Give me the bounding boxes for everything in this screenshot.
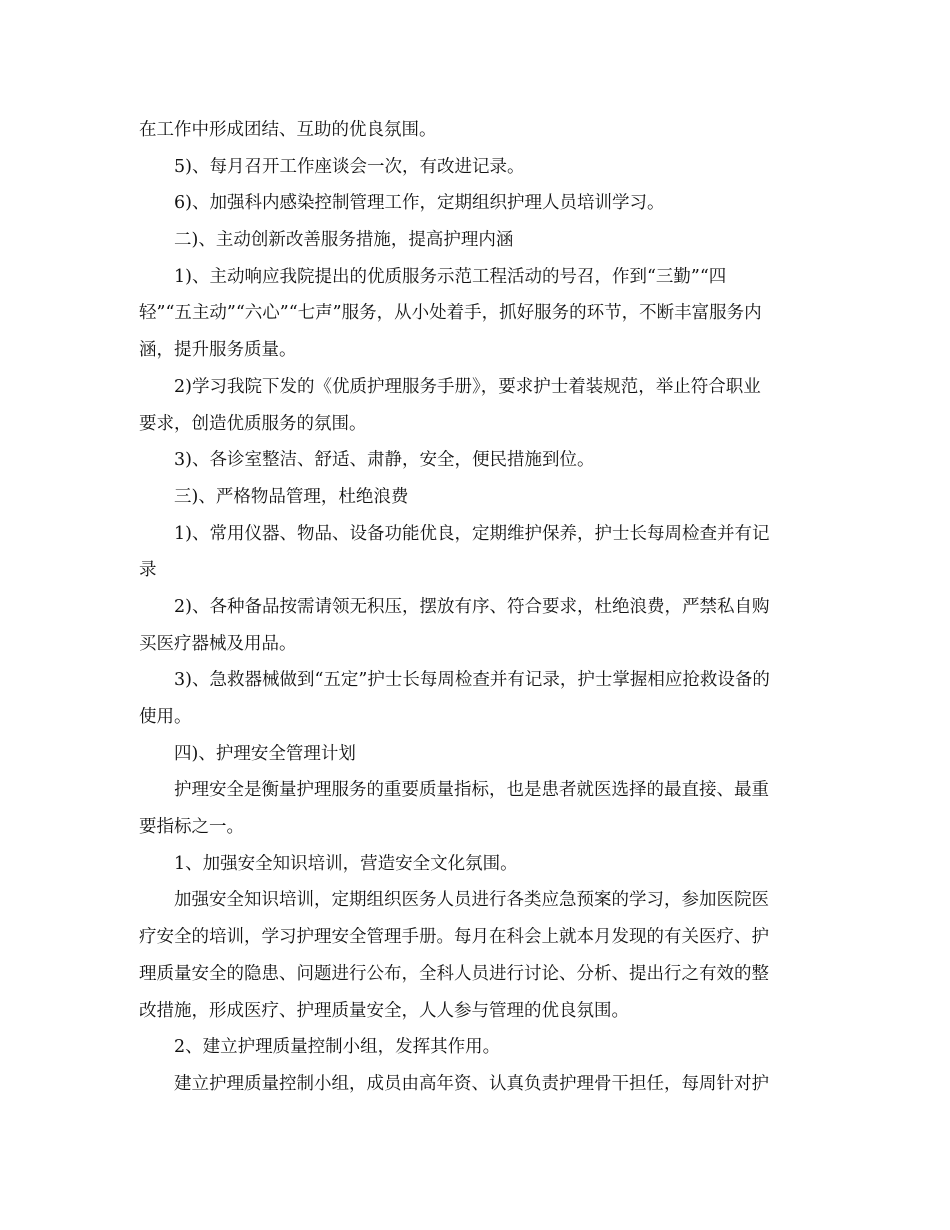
text-line: 录 [139,560,157,581]
document-body [139,112,811,1103]
text-line: 要求，创造优质服务的氛围。 [139,413,367,434]
text-line: 加强安全知识培训，定期组织医务人员进行各类应急预案的学习，参加医院医 [174,890,769,911]
text-line: 1、加强安全知识培训，营造安全文化氛围。 [174,853,518,874]
text-line: 理质量安全的隐患、问题进行公布，全科人员进行讨论、分析、提出行之有效的整 [139,963,769,984]
text-line: 6)、加强科内感染控制管理工作，定期组织护理人员培训学习。 [174,193,665,214]
text-line: 5)、每月召开工作座谈会一次，有改进记录。 [174,156,525,177]
text-line: 护理安全是衡量护理服务的重要质量指标，也是患者就医选择的最直接、最重 [174,780,769,801]
text-line: 涵，提升服务质量。 [139,340,297,361]
text-line: 2、建立护理质量控制小组，发挥其作用。 [174,1037,501,1058]
text-line: 二)、主动创新改善服务措施，提高护理内涵 [174,230,514,251]
text-line: 2)学习我院下发的《优质护理服务手册》，要求护士着装规范，举止符合职业 [174,376,761,397]
text-line: 使用。 [139,707,192,727]
text-line: 2)、各种备品按需请领无积压，摆放有序、符合要求，杜绝浪费，严禁私自购 [174,596,770,617]
text-line: 买医疗器械及用品。 [139,633,297,654]
text-line: 1)、主动响应我院提出的优质服务示范工程活动的号召，作到“三勤”“四 [174,266,727,287]
text-line: 四)、护理安全管理计划 [174,743,356,764]
text-line: 轻”“五主动”“六心”“七声”服务，从小处着手，抓好服务的环节，不断丰富服务内 [139,303,762,324]
text-line: 建立护理质量控制小组，成员由高年资、认真负责护理骨干担任，每周针对护 [174,1073,769,1094]
text-line: 改措施，形成医疗、护理质量安全，人人参与管理的优良氛围。 [139,1000,629,1021]
text-line: 3)、各诊室整洁、舒适、肃静，安全，便民措施到位。 [174,450,595,471]
text-line: 要指标之一。 [139,817,244,838]
text-line: 三)、严格物品管理，杜绝浪费 [174,486,409,507]
text-line: 疗安全的培训，学习护理安全管理手册。每月在科会上就本月发现的有关医疗、护 [139,927,769,948]
text-line: 在工作中形成团结、互助的优良氛围。 [139,120,437,140]
text-line: 1)、常用仪器、物品、设备功能优良，定期维护保养，护士长每周检查并有记 [174,523,770,544]
text-line: 3)、急救器械做到“五定”护士长每周检查并有记录，护士掌握相应抢救设备的 [174,670,770,691]
